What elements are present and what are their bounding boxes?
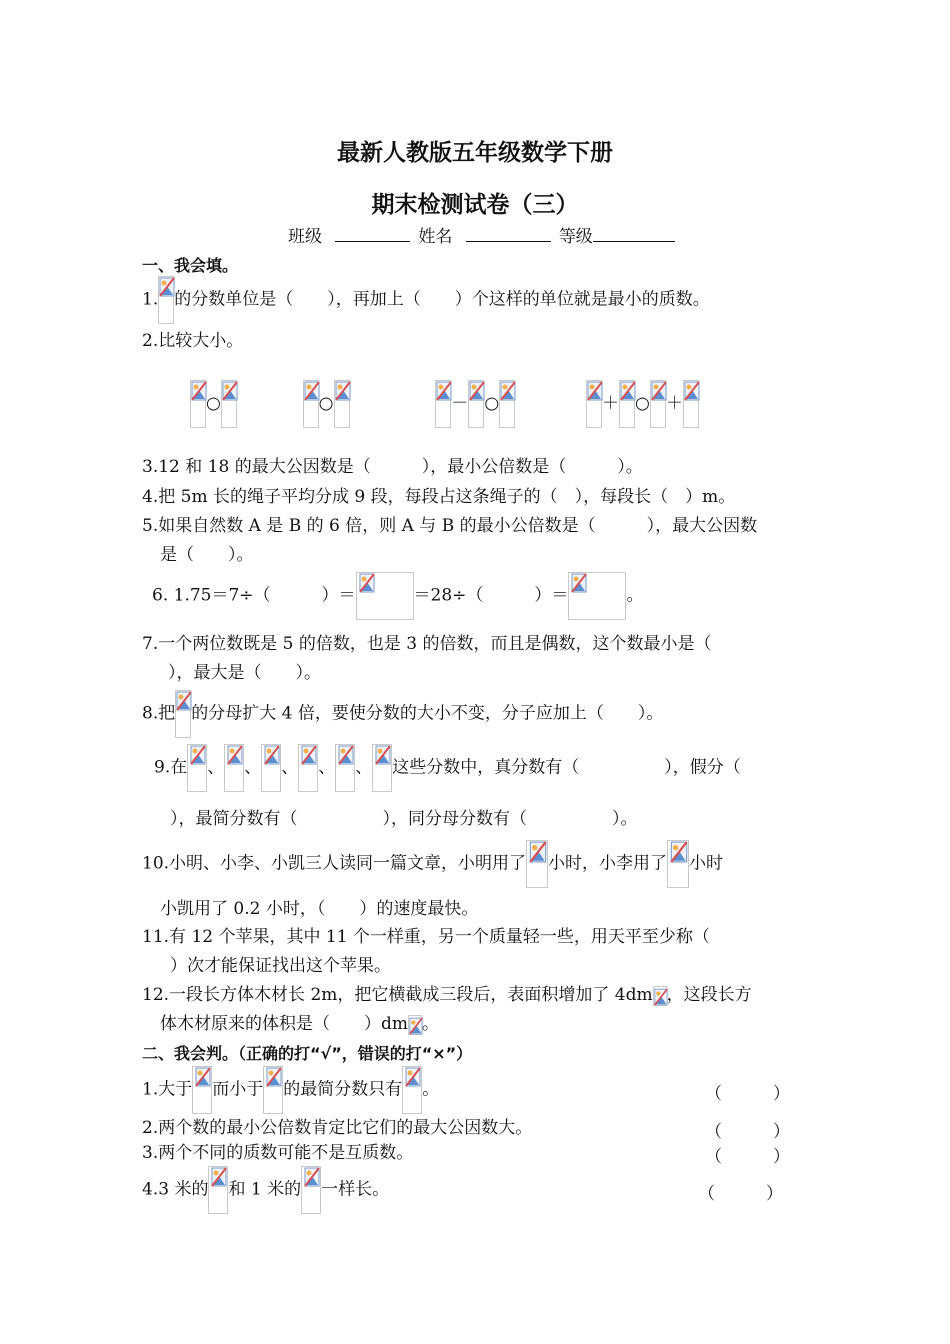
- fraction-image-icon: [499, 380, 515, 428]
- name-blank[interactable]: [466, 241, 551, 242]
- fraction-image-icon: [356, 572, 414, 620]
- compare-circle: ○: [318, 393, 334, 414]
- section2-heading: 二、我会判。（正确的打“√”，错误的打“×”）: [142, 1044, 473, 1063]
- question-5-line2: 是（ ）。: [160, 545, 254, 565]
- question-9-line2: ），最简分数有（ ），同分母分数有（ ）。: [170, 809, 638, 829]
- grade-label: 等级: [558, 227, 593, 247]
- fraction-image-icon: [192, 1066, 212, 1114]
- fraction-image-icon: [190, 380, 206, 428]
- compare-circle: ○: [484, 393, 500, 414]
- fraction-image-icon: [263, 1066, 283, 1114]
- question-6: 6. 1.75＝7÷（ ）＝ ＝28÷（ ）＝ 。: [152, 572, 643, 620]
- question-2: 2.比较大小。: [142, 331, 244, 351]
- fraction-image-icon: [568, 572, 626, 620]
- superscript-image-icon: [408, 1015, 422, 1035]
- fraction-image-icon: [187, 744, 207, 792]
- fraction-image-icon: [261, 744, 281, 792]
- fraction-image-icon: [683, 380, 699, 428]
- fraction-image-icon: [468, 380, 484, 428]
- question-10-line1: 10.小明、小李、小凯三人读同一篇文章，小明用了 小时，小李用了 小时: [142, 840, 723, 888]
- question-7-line1: 7.一个两位数既是 5 的倍数，也是 3 的倍数，而且是偶数，这个数最小是（: [142, 634, 712, 654]
- minus-sign: －: [451, 393, 469, 414]
- fraction-image-icon: [221, 380, 237, 428]
- page-subtitle: 期末检测试卷（三）: [371, 192, 579, 218]
- fraction-image-icon: [667, 840, 689, 888]
- judge-2: 2.两个数的最小公倍数肯定比它们的最大公因数大。: [142, 1118, 533, 1138]
- compare-circle: ○: [634, 393, 650, 414]
- question-8: 8.把 的分母扩大 4 倍，要使分数的大小不变，分子应加上（ ）。: [142, 690, 663, 738]
- fraction-image-icon: [435, 380, 451, 428]
- fraction-image-icon: [298, 744, 318, 792]
- compare-row: [190, 380, 699, 428]
- plus-sign: ＋: [665, 393, 683, 414]
- judge-3: 3.两个不同的质数可能不是互质数。: [142, 1143, 414, 1163]
- fraction-image-icon: [208, 1166, 228, 1214]
- question-5-line1: 5.如果自然数 A 是 B 的 6 倍，则 A 与 B 的最小公倍数是（ ），最大公因数: [142, 516, 758, 536]
- fraction-image-icon: [224, 744, 244, 792]
- answer-paren-2[interactable]: （ ）: [705, 1122, 790, 1142]
- answer-paren-3[interactable]: （ ）: [705, 1147, 790, 1167]
- question-7-line2: ），最大是（ ）。: [168, 663, 321, 683]
- fraction-image-icon: [526, 840, 548, 888]
- fraction-image-icon: [301, 1166, 321, 1214]
- class-label: 班级: [288, 227, 322, 247]
- class-blank[interactable]: [335, 241, 410, 242]
- answer-paren-1[interactable]: （ ）: [705, 1084, 790, 1104]
- info-line: [288, 226, 675, 248]
- fraction-image-icon: [650, 380, 666, 428]
- page-title: 最新人教版五年级数学下册: [337, 140, 613, 166]
- question-3: 3.12 和 18 的最大公因数是（ ），最小公倍数是（ ）。: [142, 457, 643, 477]
- fraction-image-icon: [372, 744, 392, 792]
- section1-heading: 一、我会填。: [142, 256, 239, 275]
- fraction-image-icon: [158, 276, 174, 324]
- fraction-image-icon: [334, 380, 350, 428]
- question-10-line2: 小凯用了 0.2 小时，（ ）的速度最快。: [160, 899, 479, 919]
- question-12-line1: 12.一段长方体木材长 2m，把它横截成三段后，表面积增加了 4dm ，这段长方: [142, 985, 752, 1005]
- judge-1: 1.大于 而小于 的最简分数只有 。: [142, 1066, 439, 1114]
- fraction-image-icon: [619, 380, 635, 428]
- question-11-line2: ）次才能保证找出这个苹果。: [170, 956, 391, 976]
- superscript-image-icon: [653, 986, 667, 1006]
- fraction-image-icon: [335, 744, 355, 792]
- fraction-image-icon: [402, 1066, 422, 1114]
- question-12-line2: 体木材原来的体积是（ ）dm 。: [160, 1014, 440, 1034]
- question-4: 4.把 5m 长的绳子平均分成 9 段，每段占这条绳子的（ ），每段长（ ）m。: [142, 487, 736, 507]
- answer-paren-4[interactable]: （ ）: [698, 1184, 783, 1204]
- question-9-line1: 9.在 、 、 、 、 、 这些分数中，真分数有（ ），假分（: [154, 744, 741, 792]
- compare-circle: ○: [206, 393, 221, 414]
- grade-blank[interactable]: [593, 241, 675, 242]
- question-1: 1. 的分数单位是（ ），再加上（ ）个这样的单位就是最小的质数。: [142, 276, 710, 324]
- fraction-image-icon: [175, 690, 191, 738]
- plus-sign: ＋: [601, 393, 619, 414]
- fraction-image-icon: [586, 380, 602, 428]
- question-11-line1: 11.有 12 个苹果，其中 11 个一样重，另一个质量轻一些，用天平至少称（: [142, 927, 710, 947]
- judge-4: 4.3 米的 和 1 米的 一样长。: [142, 1166, 389, 1214]
- name-label: 姓名: [418, 227, 453, 247]
- fraction-image-icon: [303, 380, 319, 428]
